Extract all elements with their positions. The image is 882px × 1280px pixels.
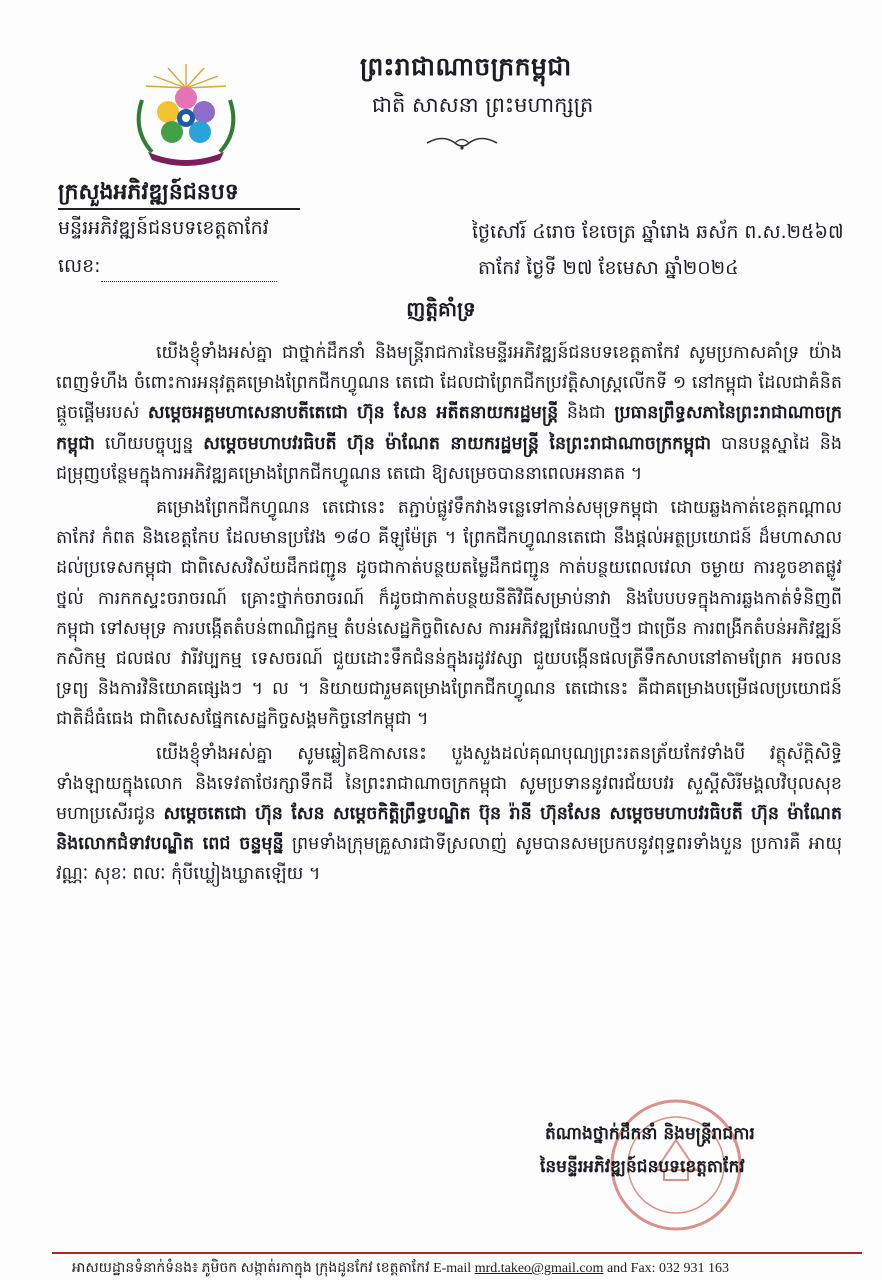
department-name: មន្ទីរអភិវឌ្ឍន៍ជនបទខេត្តតាកែវ xyxy=(58,217,269,239)
paragraph-3: យើងខ្ញុំទាំងអស់គ្នា សូមឆ្លៀតឱកាសនេះ បួងសួងដល់គុណបុណ្យព្រះរតនត្រ័យកែវទាំងបី វត្ថុស័ក្តិសិទ្ធិ ទាំងឡាយក្នុងលោក និងទេវតាថែរក្សាទឹកដី នៃព្រះរាជាណាចក្រកម្ពុជា សូមប្រទាននូវពរជ័យបវរ សួស្តីសិរីមង្គលវិបុលសុខ មហាប្រសើរជូន សម្តេចតេជោ ហ៊ុន សែន សម្តេចកិត្តិព្រឹទ្ធបណ្ឌិត ប៊ុន រ៉ានី ហ៊ុនសែន សម្តេចមហាបវរធិបតី ហ៊ុន ម៉ាណែត និងលោកជំទាវបណ្ឌិត ពេជ ចន្ទមុន្នី ព្រមទាំងក្រុមគ្រួសារជាទីស្រលាញ់ សូមបានសមប្រកបនូវពុទ្ធពរទាំងបួន ប្រការគឺ អាយុ វណ្ណៈ សុខៈ ពលៈ កុំបីឃ្លៀងឃ្លាតឡើយ ។ xyxy=(56,743,842,885)
ornament-divider xyxy=(425,132,499,154)
bold-name: សម្តេចមហាបវរធិបតី ហ៊ុន ម៉ាណែត នាយករដ្ឋមន្ត្រី នៃព្រះរាជាណាចក្រកម្ពុជា xyxy=(203,433,712,454)
signature-line-1: តំណាងថ្នាក់ដឹកនាំ និងមន្ត្រីរាជការ xyxy=(545,1124,755,1144)
paragraph-2: គម្រោងព្រែកជីកហ្វូណន តេជោនេះ តភ្ជាប់ផ្លូវទឹកវាងទន្លេទៅកាន់សមុទ្រកម្ពុជា ដោយឆ្លងកាត់ខេត្តកណ្តាល តាកែវ កំពត និងខេត្តកែប ដែលមានប្រវែង ១៨០ គីឡូម៉ែត្រ ។ ព្រែកជីកហ្វូណនតេជោ នឹងផ្តល់អត្ថប្រយោជន៍ ដ៏មហាសាលដល់ប្រទេសកម្ពុជា ជាពិសេសវិស័យដឹកជញ្ជូន ដូចជាកាត់បន្ថយតម្លៃដឹកជញ្ជូន កាត់បន្ថយពេលវេលា ចម្ងាយ ការខូចខាតផ្លូវថ្នល់ ការកកស្ទះចរាចរណ៍ គ្រោះថ្នាក់ចរាចរណ៍ ក៏ដូចជាកាត់បន្ថយនីតិវិធីសម្រាប់នាវា និងបែបបទក្នុងការឆ្លងកាត់ទំនិញពីកម្ពុជា ទៅសមុទ្រ ការបង្កើតតំបន់ពាណិជ្ជកម្ម តំបន់សេដ្ឋកិច្ចពិសេស ការអភិវឌ្ឍផែរណបថ្មីៗ ជាច្រើន ការពង្រីកតំបន់អភិវឌ្ឍន៍ កសិកម្ម ជលផល វារីវប្បកម្ម ទេសចរណ៍ ជួយដោះទឹកជំនន់ក្នុងរដូវវស្សា ជួយបង្កើនផលត្រីទឹកសាបនៅតាមព្រែក អចលនទ្រព្យ និងការវិនិយោគផ្សេងៗ ។ ល ។ និយាយជារួមគម្រោងព្រែកជីកហ្វូណន តេជោនេះ គឺជាគម្រោងបម្រើផលប្រយោជន៍ជាតិដ៏ធំធេង ជាពិសេសផ្នែកសេដ្ឋកិច្ចសង្គមកិច្ចនៅកម្ពុជា ។ xyxy=(56,498,842,730)
fax-label: and Fax: xyxy=(606,1261,656,1276)
lunar-date: ថ្ងៃសៅរ៍ ៤រោច ខែចេត្រ ឆ្នាំរោង ឆស័ក ព.ស.២៥៦៧ xyxy=(472,221,844,243)
letter-body xyxy=(56,338,842,894)
footer-address: អាសយដ្ឋានទំនាក់ទំនង៖ ភូមិចក សង្កាត់រកាក្នុង ក្រុងដូនកែវ ខេត្តតាកែវ xyxy=(72,1261,430,1276)
ministry-underline xyxy=(58,208,300,210)
ministry-name: ក្រសួងអភិវឌ្ឍន៍ជនបទ xyxy=(58,180,239,205)
solar-date: តាកែវ ថ្ងៃទី ២៧ ខែមេសា ឆ្នាំ២០២៤ xyxy=(478,257,739,279)
paragraph-1: យើងខ្ញុំទាំងអស់គ្នា ជាថ្នាក់ដឹកនាំ និងមន្ត្រីរាជការនៃមន្ទីរអភិវឌ្ឍន៍ជនបទខេត្តតាកែវ សូមប្រកាសគាំទ្រ យ៉ាងពេញទំហឹង ចំពោះការអនុវត្តគម្រោងព្រែកជីកហ្វូណន តេជោ ដែលជាព្រែកជីកប្រវត្តិសាស្ត្រលើកទី ១ នៅកម្ពុជា ដែលជាគំនិតផ្តួចផ្តើមរបស់ សម្តេចអគ្គមហាសេនាបតីតេជោ ហ៊ុន សែន អតីតនាយករដ្ឋមន្ត្រី និងជា ប្រធានព្រឹទ្ធសភានៃព្រះរាជាណាចក្រកម្ពុជា ហើយបច្ចុប្បន្ន សម្តេចមហាបវរធិបតី ហ៊ុន ម៉ាណែត នាយករដ្ឋមន្ត្រី នៃព្រះរាជាណាចក្រកម្ពុជា បានបន្តស្នាដៃ និងជម្រុញបន្ថែមក្នុងការអភិវឌ្ឍគម្រោងព្រែកជីកហ្វូណន តេជោ ឱ្យសម្រេចបាននាពេលអនាគត ។ xyxy=(56,343,842,484)
bold-name: សម្តេចអគ្គមហាសេនាបតីតេជោ ហ៊ុន សែន អតីតនាយករដ្ឋមន្ត្រី xyxy=(147,403,559,424)
national-motto: ជាតិ សាសនា ព្រះមហាក្សត្រ xyxy=(372,93,594,117)
footer-rule xyxy=(52,1252,862,1254)
kingdom-heading: ព្រះរាជាណាចក្រកម្ពុជា xyxy=(360,52,572,81)
signature-line-2: នៃមន្ទីរអភិវឌ្ឍន៍ជនបទខេត្តតាកែវ xyxy=(540,1157,745,1177)
fax-number: 032 931 163 xyxy=(659,1261,730,1276)
email-label: E-mail xyxy=(433,1261,472,1276)
ministry-logo xyxy=(128,60,244,170)
document-title: ញត្តិគាំទ្រ xyxy=(406,297,476,321)
footer-contact xyxy=(72,1258,729,1279)
reference-number xyxy=(58,254,277,282)
email-link[interactable]: mrd.takeo@gmail.com xyxy=(474,1261,604,1276)
bold-name: ប្រធានព្រឹទ្ធសភានៃព្រះរាជាណាចក្រកម្ពុជា xyxy=(56,403,842,454)
number-label: លេខ: xyxy=(58,255,101,277)
bold-name: សម្តេចតេជោ ហ៊ុន សែន សម្តេចកិត្តិព្រឹទ្ធបណ្ឌិត ប៊ុន រ៉ានី ហ៊ុនសែន សម្តេចមហាបវរធិបតី ហ៊ុន ម៉ាណែត និងលោកជំទាវបណ្ឌិត ពេជ ចន្ទមុន្នី xyxy=(56,804,842,855)
number-blank xyxy=(101,265,277,282)
